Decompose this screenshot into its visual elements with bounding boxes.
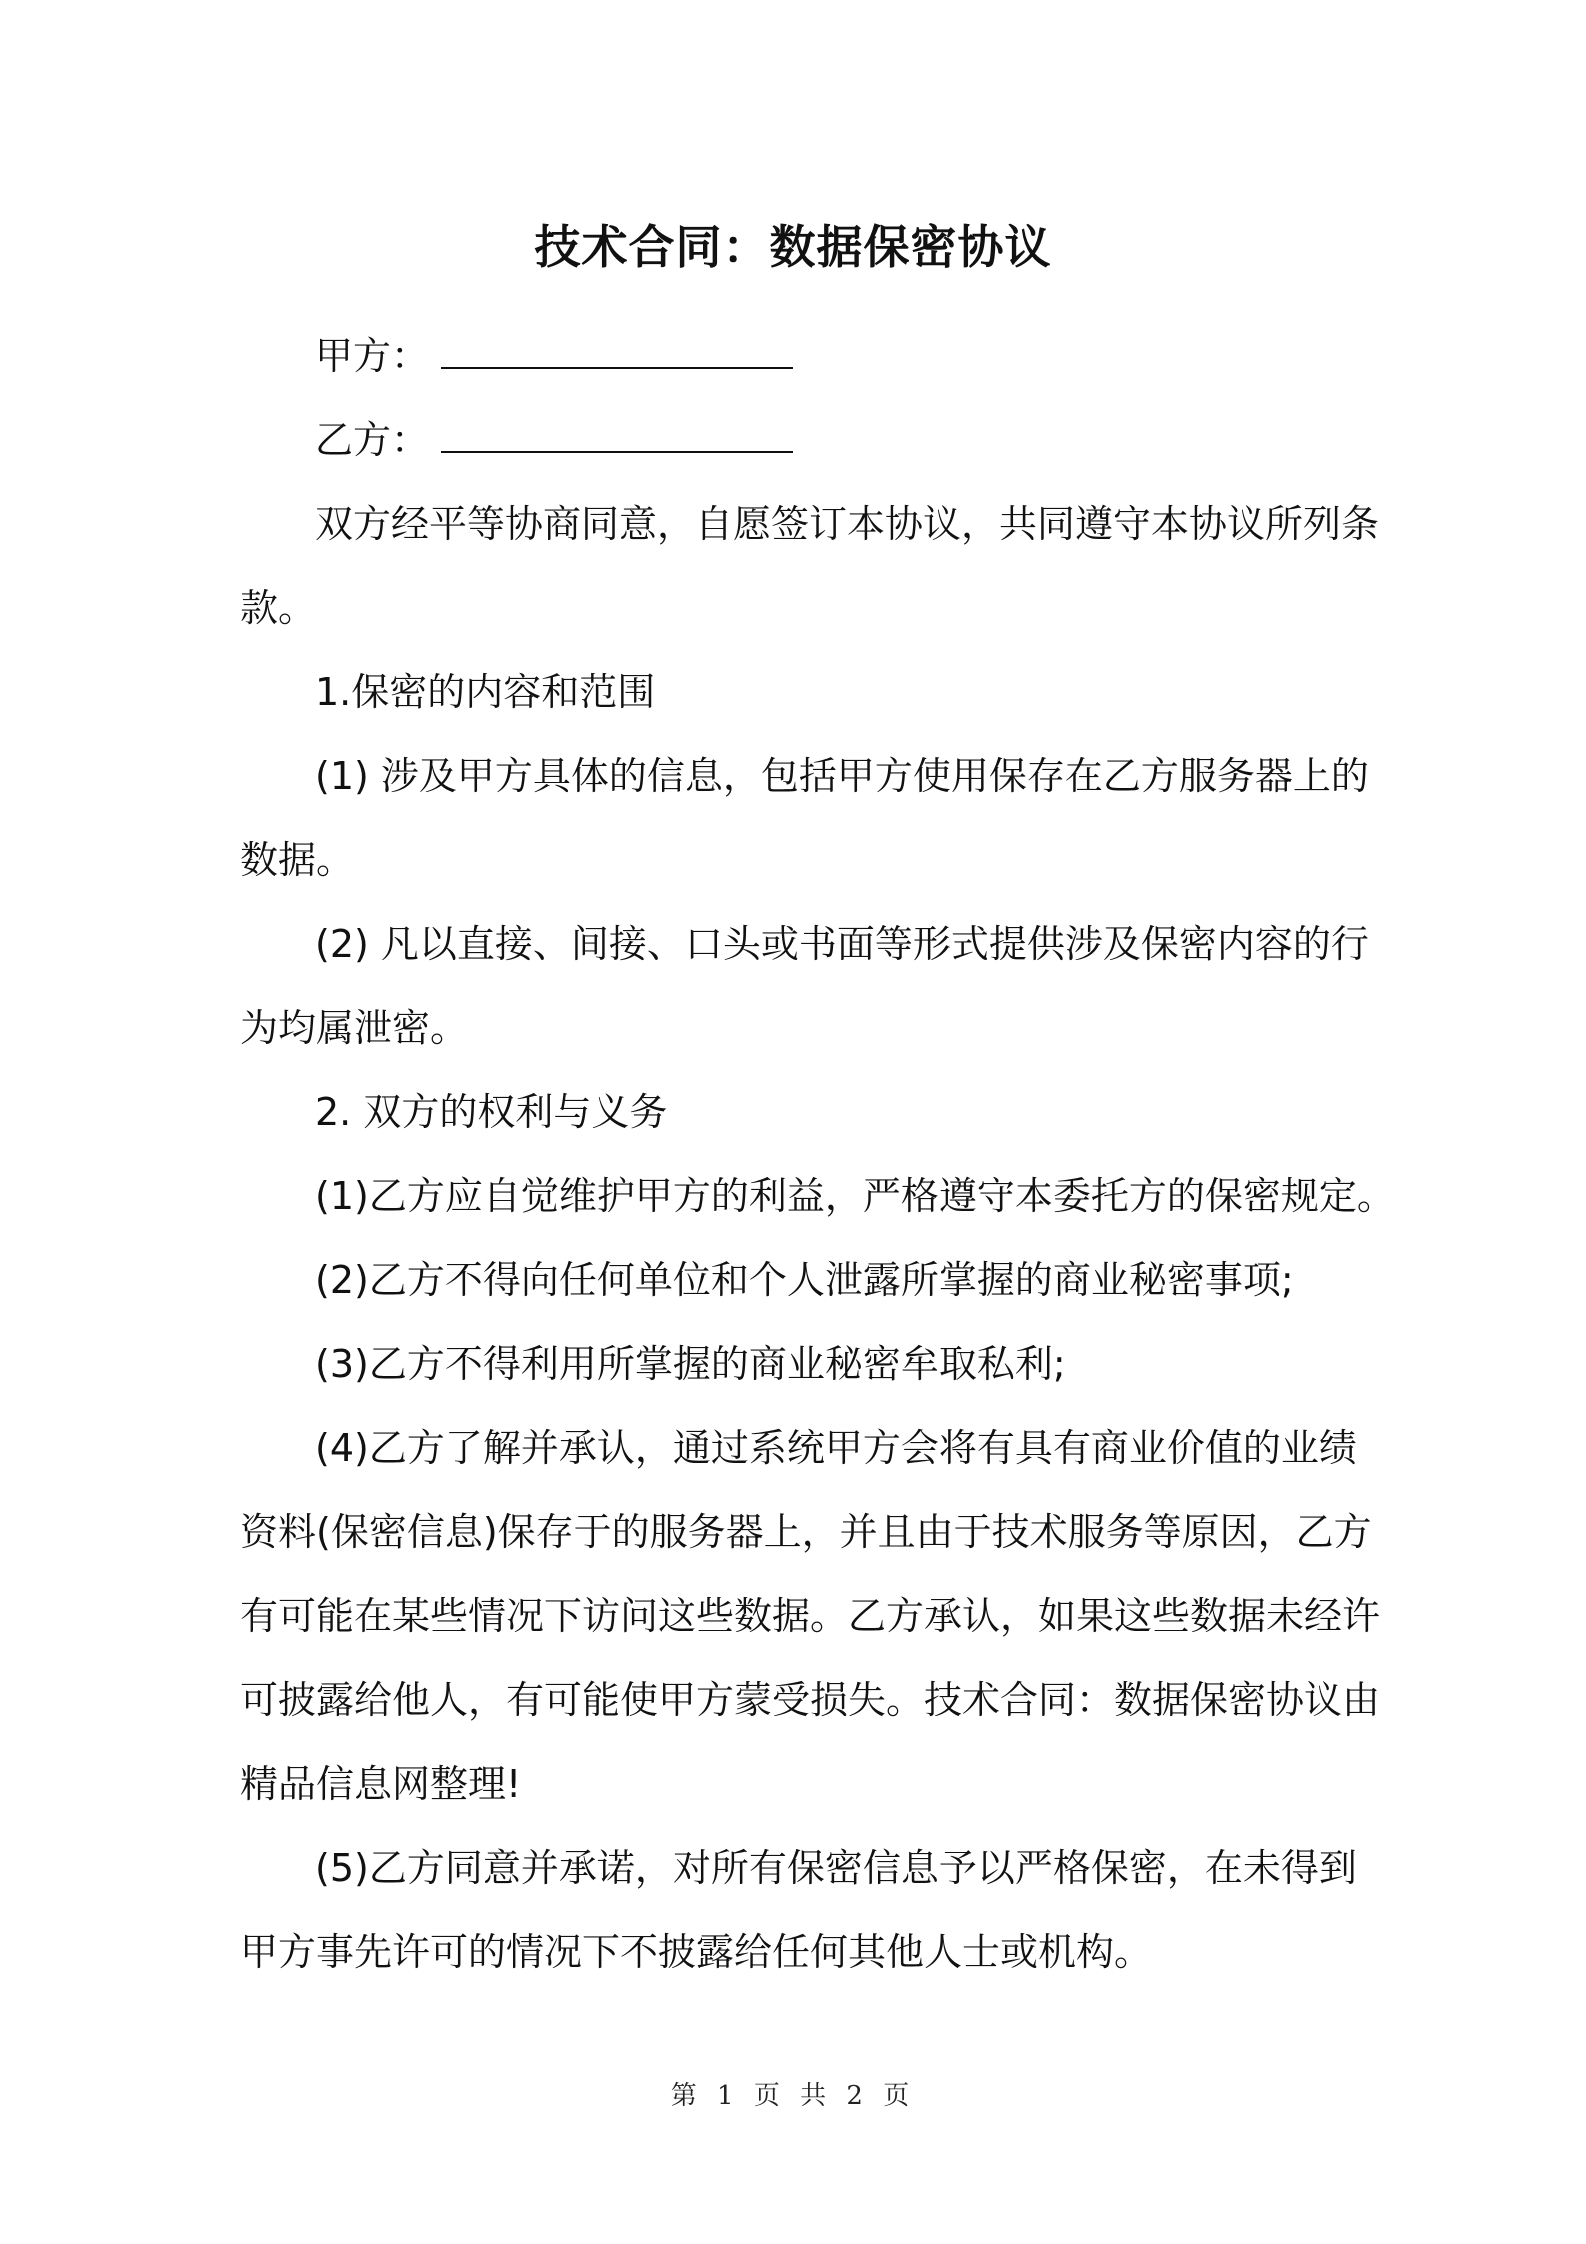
section2-item4-line3: 有可能在某些情况下访问这些数据。乙方承认，如果这些数据未经许 bbox=[240, 1594, 1381, 1638]
party-b-label: 乙方： bbox=[315, 418, 430, 462]
section2-item4-line1: (4)乙方了解并承认，通过系统甲方会将有具有商业价值的业绩 bbox=[315, 1426, 1357, 1470]
party-a-blank bbox=[441, 327, 793, 369]
section2-item5-line1: (5)乙方同意并承诺，对所有保密信息予以严格保密，在未得到 bbox=[315, 1846, 1357, 1890]
section2-item1: (1)乙方应自觉维护甲方的利益，严格遵守本委托方的保密规定。 bbox=[315, 1174, 1395, 1218]
section1-item2-line1: (2) 凡以直接、间接、口头或书面等形式提供涉及保密内容的行 bbox=[315, 922, 1369, 966]
intro-line-1: 双方经平等协商同意，自愿签订本协议，共同遵守本协议所列条 bbox=[315, 502, 1380, 546]
party-b-line bbox=[315, 410, 1360, 470]
page-footer: 第 1 页 共 2 页 bbox=[670, 2081, 916, 2111]
party-a-line bbox=[315, 326, 1360, 386]
intro-line-2: 款。 bbox=[240, 586, 317, 630]
section1-item1-line1: (1) 涉及甲方具体的信息，包括甲方使用保存在乙方服务器上的 bbox=[315, 754, 1369, 798]
party-b-blank bbox=[441, 411, 793, 453]
party-a-label: 甲方： bbox=[315, 334, 430, 378]
section2-item2: (2)乙方不得向任何单位和个人泄露所掌握的商业秘密事项; bbox=[315, 1258, 1294, 1302]
section2-item4-line4: 可披露给他人，有可能使甲方蒙受损失。技术合同：数据保密协议由 bbox=[240, 1678, 1381, 1722]
section2-item4-line5: 精品信息网整理! bbox=[240, 1762, 522, 1806]
section1-heading: 1.保密的内容和范围 bbox=[315, 670, 656, 714]
document-title: 技术合同：数据保密协议 bbox=[534, 220, 1052, 274]
section2-item4-line2: 资料(保密信息)保存于的服务器上，并且由于技术服务等原因，乙方 bbox=[240, 1510, 1372, 1554]
section1-item1-line2: 数据。 bbox=[240, 838, 355, 882]
section2-item5-line2: 甲方事先许可的情况下不披露给任何其他人士或机构。 bbox=[240, 1930, 1153, 1974]
section2-item3: (3)乙方不得利用所掌握的商业秘密牟取私利; bbox=[315, 1342, 1066, 1386]
section1-item2-line2: 为均属泄密。 bbox=[240, 1006, 469, 1050]
section2-heading: 2. 双方的权利与义务 bbox=[315, 1090, 668, 1134]
